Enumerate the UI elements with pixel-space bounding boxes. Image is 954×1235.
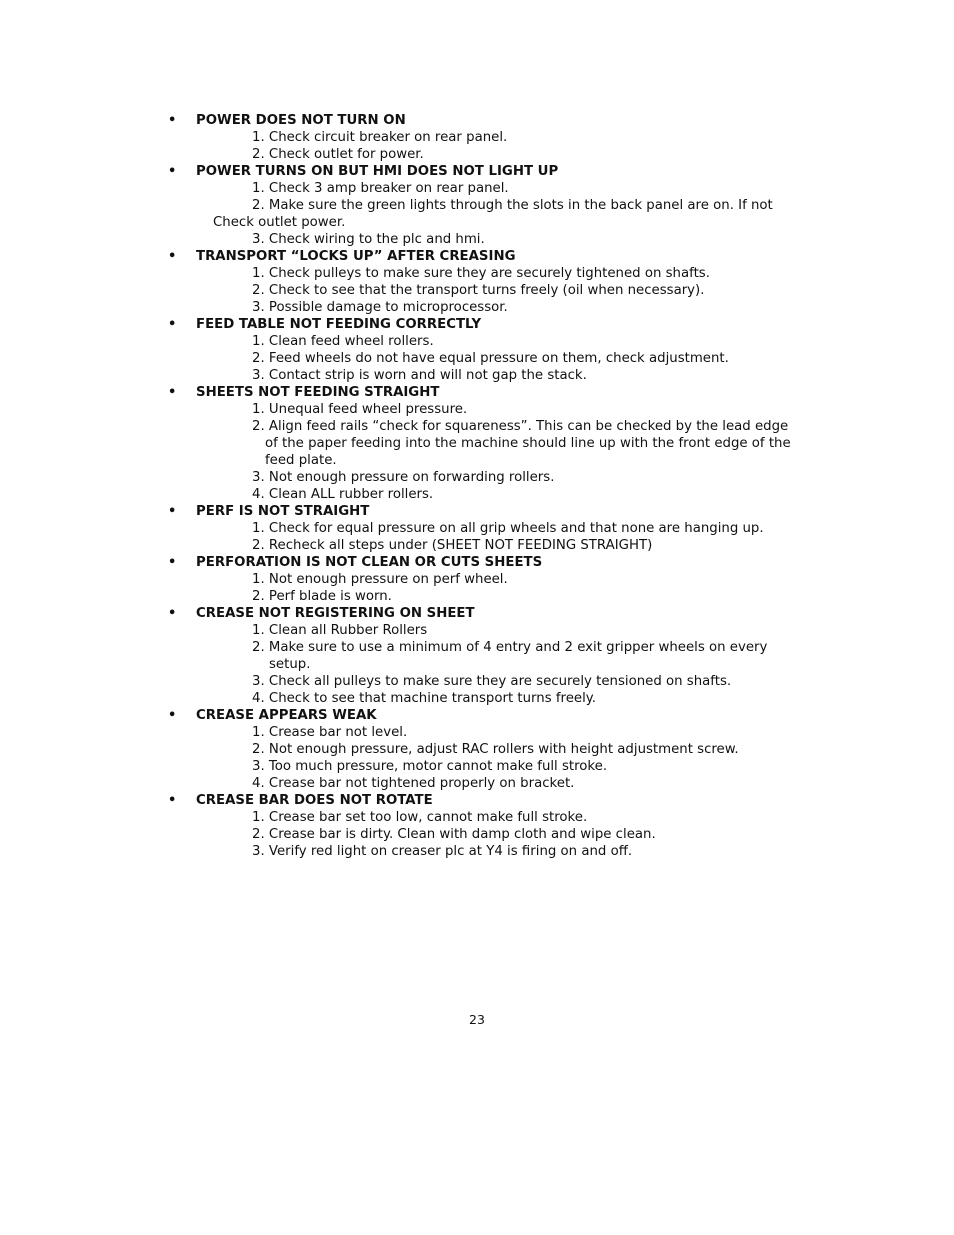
section-heading [166, 503, 766, 520]
step-item: 3. Check all pulleys to make sure they are securely tensioned on shafts. [252, 674, 732, 689]
step-item: 3. Not enough pressure on forwarding rollers. [252, 470, 555, 485]
section-title: SHEETS NOT FEEDING STRAIGHT [196, 385, 440, 400]
step-item: 3. Possible damage to microprocessor. [252, 300, 508, 315]
section-title: PERF IS NOT STRAIGHT [196, 504, 370, 519]
section-heading [166, 163, 766, 180]
section-title: POWER TURNS ON BUT HMI DOES NOT LIGHT UP [196, 164, 559, 179]
step-item: 2. Make sure to use a minimum of 4 entry and 2 exit gripper wheels on every [252, 640, 768, 655]
page-number: 23 [469, 1012, 485, 1027]
section-heading [166, 248, 766, 265]
step-item: 1. Crease bar set too low, cannot make full stroke. [252, 810, 588, 825]
step-item: 1. Check pulleys to make sure they are securely tightened on shafts. [252, 266, 710, 281]
step-item: 1. Check circuit breaker on rear panel. [252, 130, 508, 145]
section-title: POWER DOES NOT TURN ON [196, 113, 406, 128]
step-item: 2. Not enough pressure, adjust RAC rollers with height adjustment screw. [252, 742, 739, 757]
step-item: 1. Crease bar not level. [252, 725, 408, 740]
bullet-icon: • [168, 793, 177, 808]
section-title: PERFORATION IS NOT CLEAN OR CUTS SHEETS [196, 555, 543, 570]
bullet-icon: • [168, 164, 177, 179]
step-item: 2. Align feed rails “check for squareness”. This can be checked by the lead edge [252, 419, 789, 434]
section-heading [166, 554, 766, 571]
step-item: 2. Make sure the green lights through the slots in the back panel are on. If not [252, 198, 773, 213]
troubleshooting-list [166, 112, 791, 860]
bullet-icon: • [168, 317, 177, 332]
step-item: 1. Clean all Rubber Rollers [252, 623, 428, 638]
bullet-icon: • [168, 504, 177, 519]
step-item: 4. Crease bar not tightened properly on bracket. [252, 776, 575, 791]
step-item: 2. Feed wheels do not have equal pressure on them, check adjustment. [252, 351, 729, 366]
step-item: 3. Contact strip is worn and will not gap the stack. [252, 368, 587, 383]
step-item: 2. Perf blade is worn. [252, 589, 392, 604]
step-continuation: of the paper feeding into the machine should line up with the front edge of the [265, 436, 791, 451]
step-item: 4. Clean ALL rubber rollers. [252, 487, 434, 502]
step-item: 3. Verify red light on creaser plc at Y4 is firing on and off. [252, 844, 633, 859]
step-item: 2. Recheck all steps under (SHEET NOT FEEDING STRAIGHT) [252, 538, 653, 553]
section-heading [166, 112, 766, 129]
section-title: CREASE BAR DOES NOT ROTATE [196, 793, 433, 808]
bullet-icon: • [168, 385, 177, 400]
section-title: CREASE NOT REGISTERING ON SHEET [196, 606, 475, 621]
step-item: 1. Clean feed wheel rollers. [252, 334, 434, 349]
bullet-icon: • [168, 555, 177, 570]
step-item: 3. Too much pressure, motor cannot make full stroke. [252, 759, 608, 774]
step-item: 2. Check outlet for power. [252, 147, 424, 162]
step-continuation: Check outlet power. [213, 215, 346, 230]
section-heading [166, 792, 766, 809]
section-title: CREASE APPEARS WEAK [196, 708, 377, 723]
section-heading [166, 384, 766, 401]
step-item: 1. Check for equal pressure on all grip wheels and that none are hanging up. [252, 521, 764, 536]
step-item: 1. Check 3 amp breaker on rear panel. [252, 181, 509, 196]
section-heading [166, 707, 766, 724]
section-title: FEED TABLE NOT FEEDING CORRECTLY [196, 317, 482, 332]
section-title: TRANSPORT “LOCKS UP” AFTER CREASING [196, 249, 516, 264]
step-item: 3. Check wiring to the plc and hmi. [252, 232, 485, 247]
step-continuation: feed plate. [265, 453, 337, 468]
bullet-icon: • [168, 606, 177, 621]
step-item: 2. Check to see that the transport turns freely (oil when necessary). [252, 283, 705, 298]
step-item: 1. Not enough pressure on perf wheel. [252, 572, 508, 587]
step-item: 2. Crease bar is dirty. Clean with damp cloth and wipe clean. [252, 827, 656, 842]
step-item: 1. Unequal feed wheel pressure. [252, 402, 468, 417]
step-continuation: setup. [269, 657, 311, 672]
section-heading [166, 316, 766, 333]
section-heading [166, 605, 766, 622]
bullet-icon: • [168, 113, 177, 128]
bullet-icon: • [168, 249, 177, 264]
step-item: 4. Check to see that machine transport turns freely. [252, 691, 596, 706]
bullet-icon: • [168, 708, 177, 723]
